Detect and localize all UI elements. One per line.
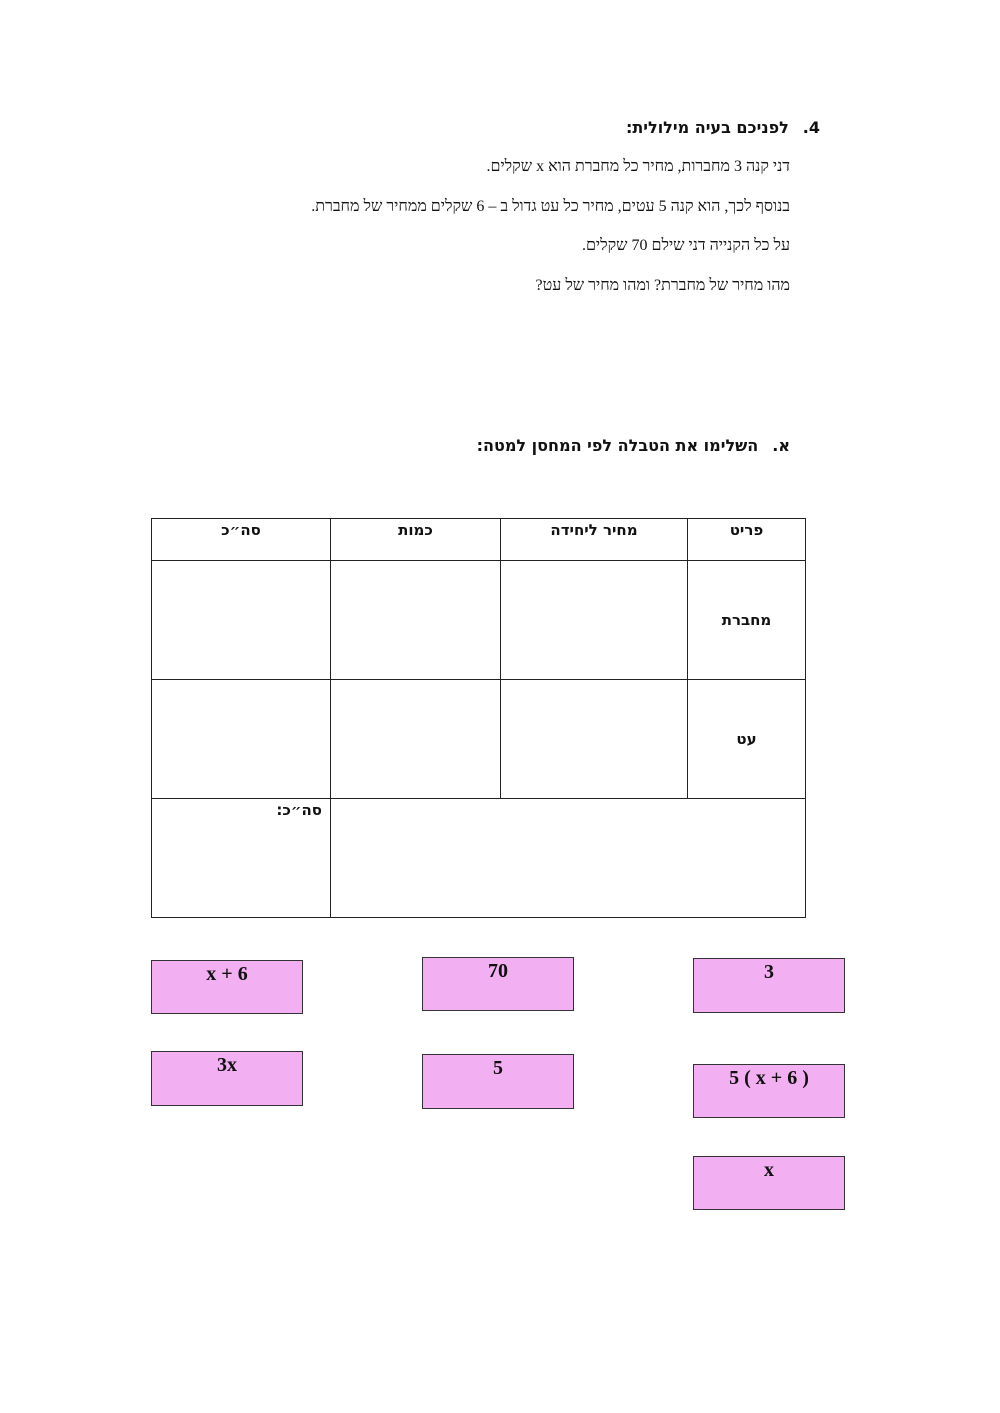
problem-line-1: דני קנה 3 מחברות, מחיר כל מחברת הוא x שקלים.	[486, 158, 790, 175]
item-cell-notebook: מחברת	[688, 561, 806, 680]
header-item: פריט	[688, 519, 806, 561]
grand-total-cell[interactable]	[152, 799, 331, 918]
answer-card[interactable]: 5	[422, 1054, 574, 1109]
problem-line-3: על כל הקנייה דני שילם 70 שקלים.	[581, 237, 790, 254]
table-row	[152, 680, 806, 799]
total-cell[interactable]	[152, 680, 331, 799]
unit-price-cell[interactable]	[501, 680, 688, 799]
answer-card[interactable]: x + 6	[151, 960, 303, 1014]
quantity-cell[interactable]	[331, 561, 501, 680]
fill-in-table	[151, 518, 806, 918]
part-a-title: השלימו את הטבלה לפי המחסן למטה:	[476, 436, 759, 455]
unit-price-cell[interactable]	[501, 561, 688, 680]
table-header-row	[152, 519, 806, 561]
header-total: סה״כ	[152, 519, 331, 561]
answer-card[interactable]: 3	[693, 958, 845, 1013]
header-quantity: כמות	[331, 519, 501, 561]
answer-card[interactable]: x	[693, 1156, 845, 1210]
part-a-letter: א.	[772, 436, 790, 455]
total-cell[interactable]	[152, 561, 331, 680]
problem-line-4: מהו מחיר של מחברת? ומהו מחיר של עט?	[535, 277, 790, 294]
question-number: 4.	[802, 118, 820, 137]
header-unit-price: מחיר ליחידה	[501, 519, 688, 561]
question-heading	[626, 118, 820, 137]
quantity-cell[interactable]	[331, 680, 501, 799]
question-title: לפניכם בעיה מילולית:	[625, 118, 789, 137]
answer-card[interactable]: 5 ( x + 6 )	[693, 1064, 845, 1118]
problem-line-2: בנוסף לכך, הוא קנה 5 עטים, מחיר כל עט גדול ב – 6 שקלים ממחיר של מחברת.	[311, 198, 790, 215]
answer-card[interactable]: 3x	[151, 1051, 303, 1106]
table-row	[152, 561, 806, 680]
grand-total-blank	[331, 799, 806, 918]
grand-total-row	[152, 799, 806, 918]
grand-total-label: סה״כ:	[276, 801, 322, 819]
answer-card[interactable]: 70	[422, 957, 574, 1011]
part-a-heading	[477, 436, 790, 455]
item-cell-pen: עט	[688, 680, 806, 799]
